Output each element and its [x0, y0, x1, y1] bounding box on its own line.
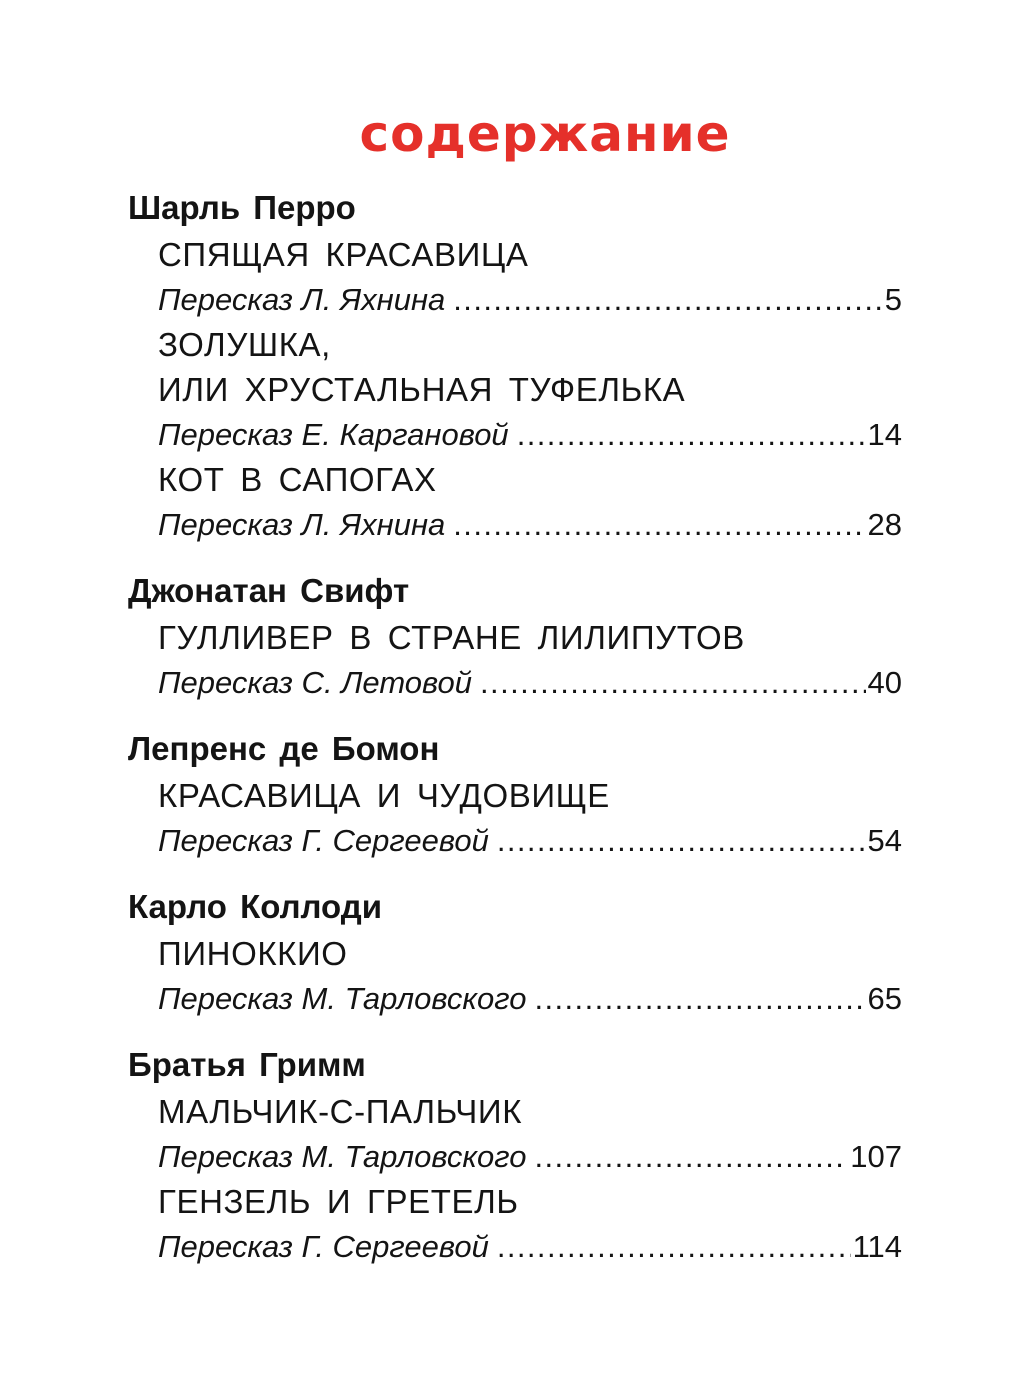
- dot-leader: [517, 412, 866, 457]
- dot-leader: [453, 502, 865, 547]
- work-title: СПЯЩАЯ КРАСАВИЦА: [158, 236, 529, 273]
- toc-entry: [128, 1089, 902, 1179]
- retelling-credit: Пересказ М. Тарловского: [158, 981, 527, 1016]
- toc-section: [128, 567, 902, 705]
- dot-leader: [453, 277, 882, 322]
- page-number: 114: [852, 1229, 902, 1264]
- retelling-row: [158, 660, 902, 705]
- toc-entry: [128, 232, 902, 322]
- dot-leader: [497, 1224, 851, 1269]
- author-name: Шарль Перро: [128, 189, 356, 226]
- retelling-credit: Пересказ Г. Сергеевой: [158, 1229, 489, 1264]
- dot-leader: [497, 818, 866, 863]
- toc-section: [128, 184, 902, 547]
- toc-section: [128, 1041, 902, 1269]
- work-title: МАЛЬЧИК-С-ПАЛЬЧИК: [158, 1093, 523, 1130]
- retelling-credit: Пересказ Г. Сергеевой: [158, 823, 489, 858]
- table-of-contents: [128, 184, 902, 1289]
- toc-entry: [128, 322, 902, 457]
- toc-entry: [128, 773, 902, 863]
- toc-section: [128, 883, 902, 1021]
- work-title: ГУЛЛИВЕР В СТРАНЕ ЛИЛИПУТОВ: [158, 619, 745, 656]
- retelling-credit: Пересказ М. Тарловского: [158, 1139, 527, 1174]
- page-number: 65: [867, 981, 902, 1016]
- author-name: Карло Коллоди: [128, 888, 383, 925]
- retelling-row: [158, 976, 902, 1021]
- work-title: ПИНОККИО: [158, 935, 348, 972]
- work-title: ИЛИ ХРУСТАЛЬНАЯ ТУФЕЛЬКА: [158, 371, 686, 408]
- retelling-row: [158, 277, 902, 322]
- dot-leader: [480, 660, 866, 705]
- retelling-row: [158, 502, 902, 547]
- dot-leader: [534, 1134, 848, 1179]
- dot-leader: [534, 976, 865, 1021]
- work-title: КОТ В САПОГАХ: [158, 461, 437, 498]
- author-name: Лепренс де Бомон: [128, 730, 440, 767]
- toc-entry: [128, 1179, 902, 1269]
- work-title: КРАСАВИЦА И ЧУДОВИЩЕ: [158, 777, 610, 814]
- toc-entry: [128, 931, 902, 1021]
- toc-entry: [128, 615, 902, 705]
- page-number: 5: [884, 282, 902, 317]
- author-name: Братья Гримм: [128, 1046, 366, 1083]
- retelling-row: [158, 1224, 902, 1269]
- work-title: ЗОЛУШКА,: [158, 326, 331, 363]
- retelling-row: [158, 1134, 902, 1179]
- page-number: 107: [850, 1139, 902, 1174]
- retelling-credit: Пересказ С. Летовой: [158, 665, 473, 700]
- page-number: 14: [867, 417, 902, 452]
- toc-section: [128, 725, 902, 863]
- page-title: содержание: [359, 105, 731, 163]
- toc-entry: [128, 457, 902, 547]
- retelling-row: [158, 412, 902, 457]
- author-name: Джонатан Свифт: [128, 572, 410, 609]
- page-number: 28: [867, 507, 902, 542]
- retelling-credit: Пересказ Е. Каргановой: [158, 417, 509, 452]
- page-number: 54: [867, 823, 902, 858]
- retelling-credit: Пересказ Л. Яхнина: [158, 507, 446, 542]
- page-number: 40: [867, 665, 902, 700]
- retelling-row: [158, 818, 902, 863]
- retelling-credit: Пересказ Л. Яхнина: [158, 282, 446, 317]
- work-title: ГЕНЗЕЛЬ И ГРЕТЕЛЬ: [158, 1183, 519, 1220]
